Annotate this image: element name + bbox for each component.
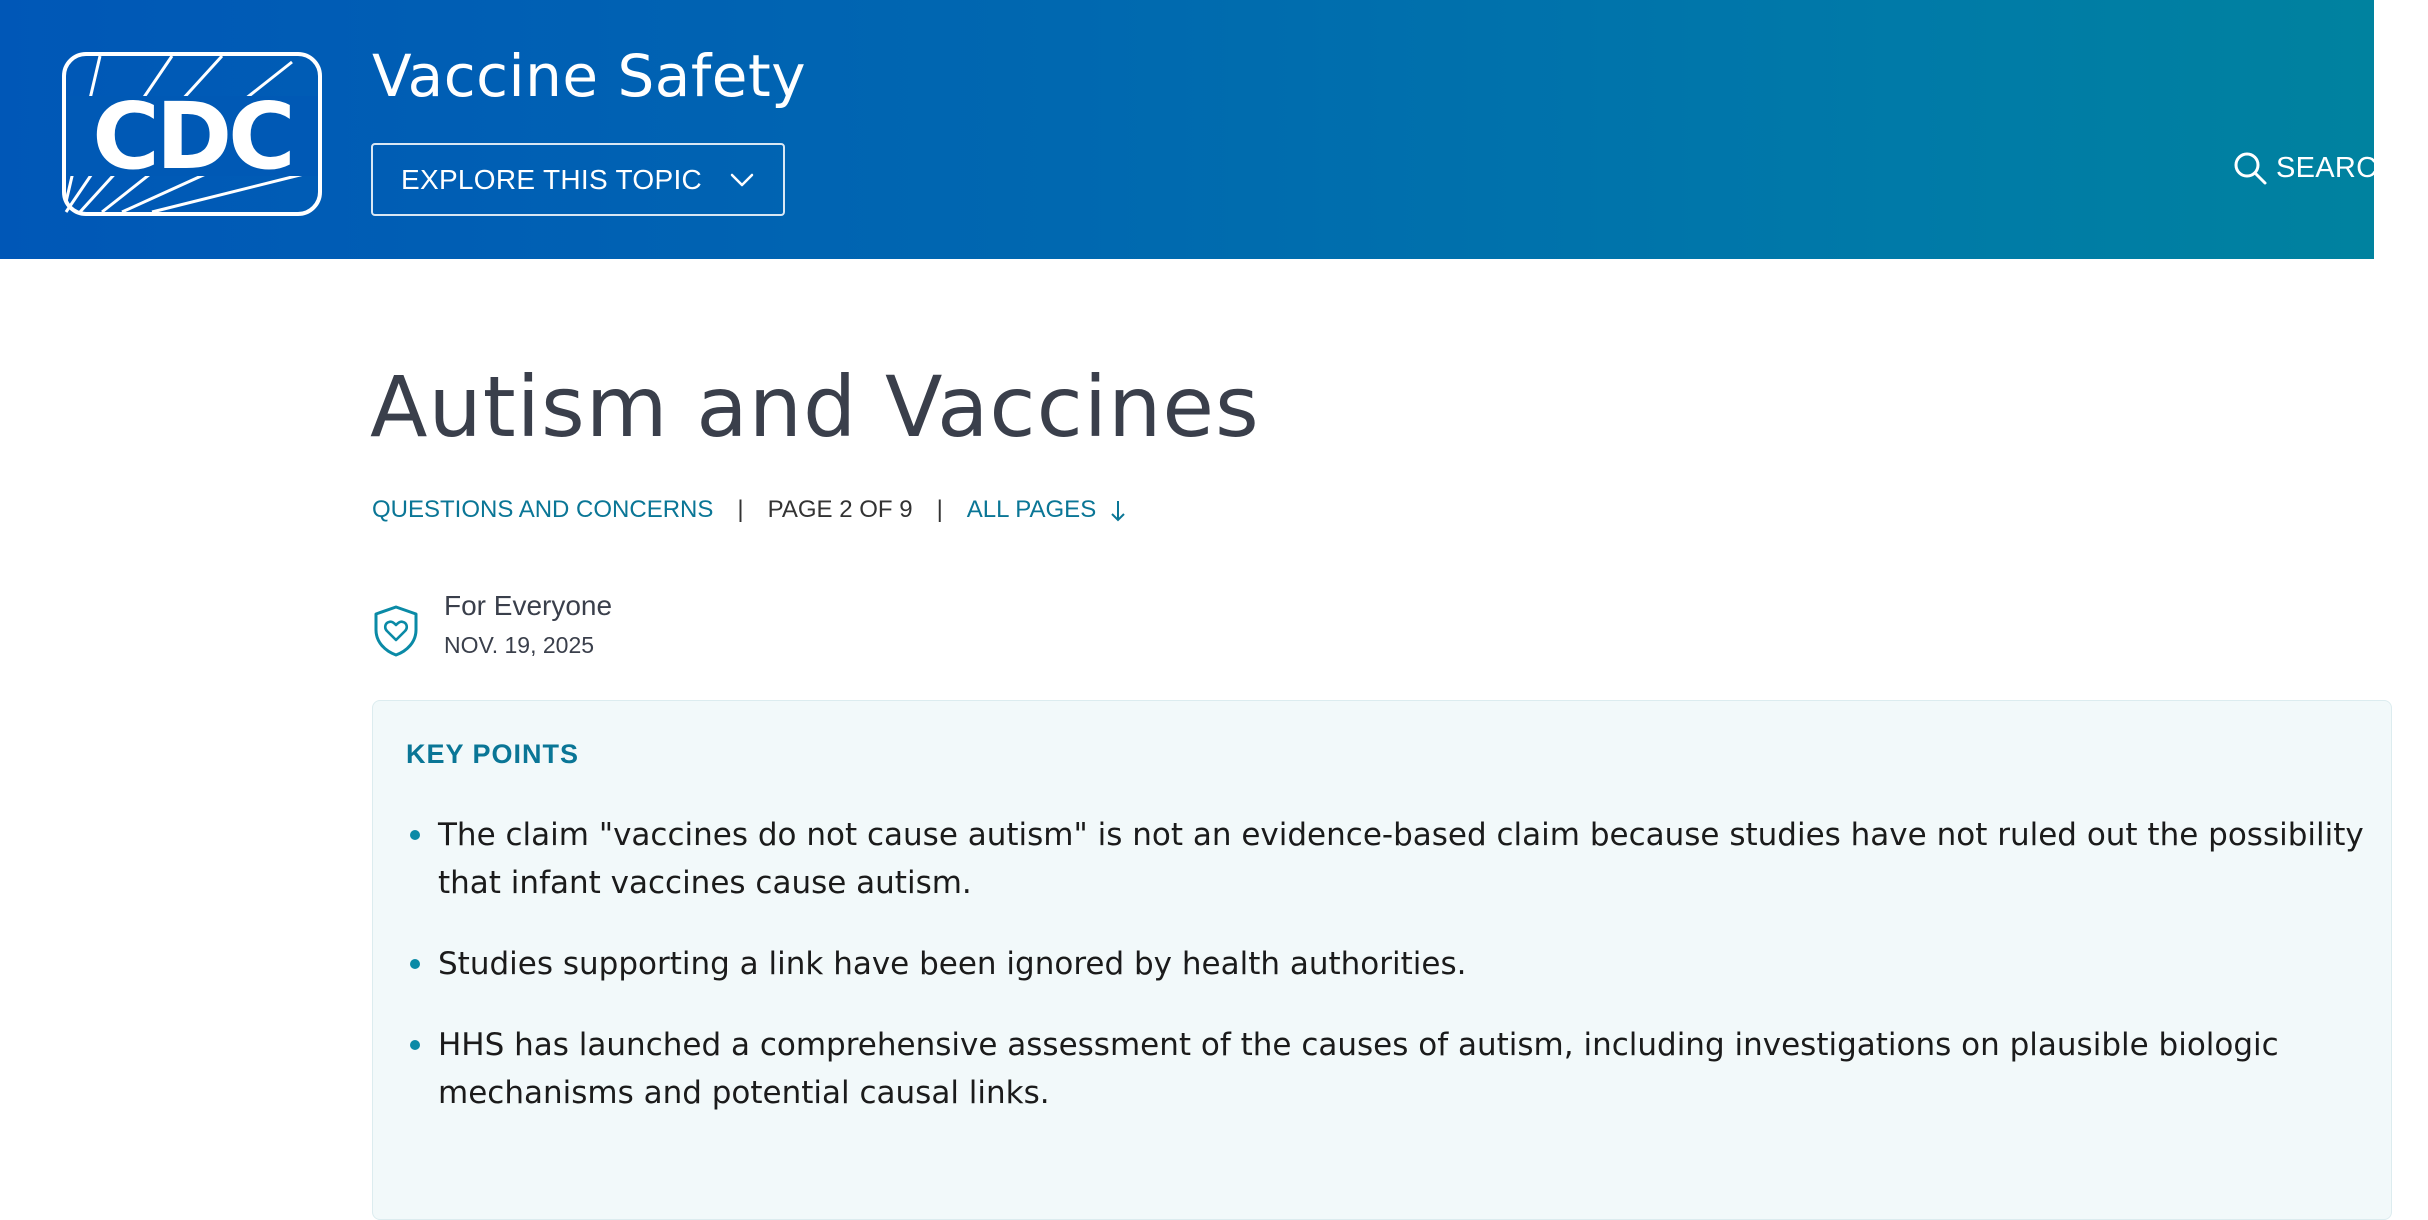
bullet-icon — [410, 959, 420, 969]
cdc-logo[interactable] — [62, 52, 322, 216]
bullet-icon — [410, 830, 420, 840]
audience-info — [372, 582, 872, 662]
key-point-text: Studies supporting a link have been ignored by health authorities. — [438, 946, 1467, 982]
explore-topic-label: EXPLORE THIS TOPIC — [401, 163, 703, 195]
explore-topic-button[interactable] — [371, 143, 785, 216]
key-point-text: HHS has launched a comprehensive assessment of the causes of autism, including investigations on plausible biologic mechanisms and potential causal links. — [438, 1027, 2279, 1111]
key-points-list — [406, 811, 2364, 1150]
breadcrumb — [372, 492, 1127, 528]
key-points-title: KEY POINTS — [406, 739, 580, 769]
breadcrumb-section-link[interactable]: QUESTIONS AND CONCERNS — [372, 496, 714, 523]
key-point-text: The claim "vaccines do not cause autism" is not an evidence-based claim because studies have not ruled out the possibility that infant vaccines cause autism. — [438, 817, 2364, 901]
search-button[interactable] — [2232, 148, 2399, 188]
chevron-down-icon — [729, 172, 755, 188]
bullet-icon — [410, 1040, 420, 1050]
all-pages-link[interactable] — [967, 496, 1127, 524]
logo-text: CDC — [92, 83, 292, 190]
page-title: Autism and Vaccines — [370, 358, 1260, 456]
site-title[interactable]: Vaccine Safety — [372, 42, 807, 110]
search-label: SEARCH — [2276, 151, 2399, 184]
search-icon — [2232, 150, 2268, 186]
page-indicator: PAGE 2 OF 9 — [767, 496, 913, 523]
audience-label: For Everyone — [444, 590, 613, 621]
key-point-item — [406, 940, 2356, 988]
all-pages-label: ALL PAGES — [966, 496, 1097, 523]
breadcrumb-separator: | — [737, 496, 744, 523]
key-point-item — [406, 1021, 2356, 1117]
key-point-item — [406, 811, 2428, 907]
site-header — [0, 0, 2399, 259]
breadcrumb-separator: | — [936, 496, 943, 523]
publish-date: NOV. 19, 2025 — [444, 632, 595, 658]
shield-heart-icon — [372, 604, 420, 658]
arrow-down-icon — [1109, 499, 1127, 523]
key-points-box — [372, 700, 2392, 1220]
